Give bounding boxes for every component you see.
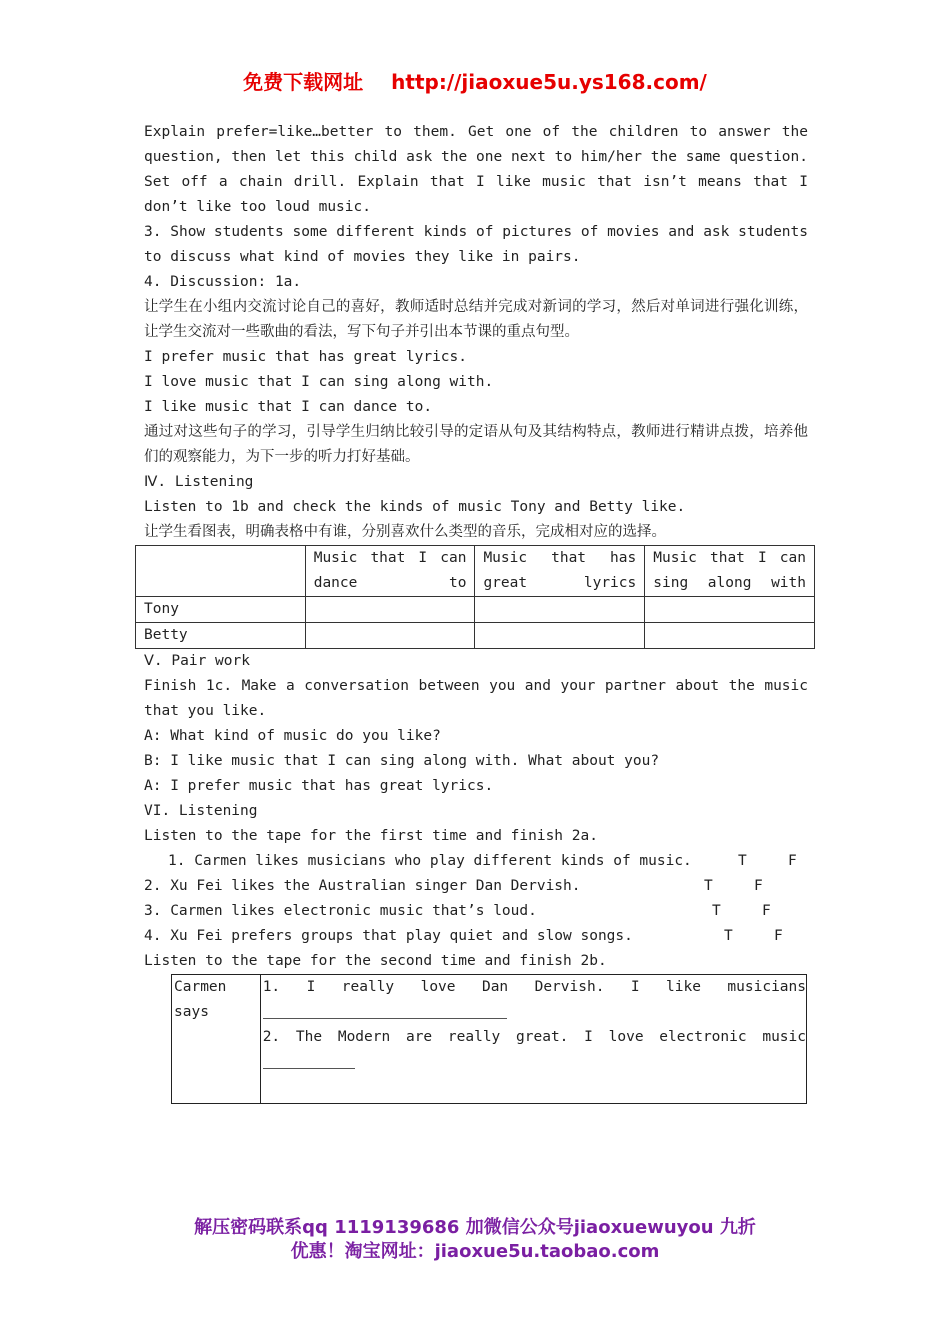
example-sentence-3: I like music that I can dance to.: [144, 399, 433, 415]
false-option[interactable]: F: [788, 853, 797, 869]
false-option[interactable]: F: [754, 878, 763, 894]
paragraph-chinese-1: 让学生在小组内交流讨论自己的喜好，教师适时总结并完成对新词的学习，然后对单词进行强化训练， 让学生交流对一些歌曲的看法，写下句子并引出本节课的重点句型。: [144, 299, 808, 340]
table-header-cell: Music that I can dance to: [305, 546, 475, 597]
tf-question: 3. Carmen likes electronic music that’s loud.: [144, 903, 537, 919]
tf-question: 1. Carmen likes musicians who play different kinds of music.: [168, 853, 692, 869]
answer-line-2[interactable]: [263, 1050, 806, 1075]
table-row: [136, 597, 815, 623]
tf-question: 2. Xu Fei likes the Australian singer Dan Dervish.: [144, 878, 581, 894]
carmen-says-table: [171, 974, 807, 1104]
paragraph-finish-1c: Finish 1c. Make a conversation between you and your partner about the music that you like.: [144, 678, 808, 719]
example-sentence-1: I prefer music that has great lyrics.: [144, 349, 468, 365]
answer-cell[interactable]: [645, 623, 815, 649]
music-preference-table: [135, 545, 815, 649]
true-option[interactable]: T: [738, 853, 747, 869]
table-row-label: Betty: [136, 623, 306, 649]
header-label: 免费下载网址: [243, 70, 364, 94]
answer-cell[interactable]: [305, 623, 475, 649]
tf-item: [144, 849, 808, 874]
paragraph-listen-first: Listen to the tape for the first time and finish 2a.: [144, 828, 598, 844]
statement-2: 2. The Modern are really great. I love electronic music: [262, 1029, 806, 1045]
statement-1: 1. I really love Dan Dervish. I like musicians: [262, 979, 806, 995]
page-header: [0, 66, 950, 95]
true-option[interactable]: T: [712, 903, 721, 919]
footer-line-1: 解压密码联系qq 1119139686 加微信公众号jiaoxuewuyou 九折: [194, 1217, 756, 1238]
table-header-cell: [136, 546, 306, 597]
answer-cell[interactable]: [475, 597, 645, 623]
tf-item: [144, 899, 808, 924]
speaker-cell: Carmen says: [172, 975, 261, 1104]
answer-line-1[interactable]: [263, 1000, 806, 1025]
table-row: [136, 623, 815, 649]
header-url-link[interactable]: http://jiaoxue5u.ys168.com/: [391, 70, 707, 94]
table-row: [172, 975, 807, 1104]
tf-item: [144, 924, 808, 949]
section-heading-listening-2: VI. Listening: [144, 803, 258, 819]
paragraph-explain: Explain prefer=like…better to them. Get one of the children to answer the question, then let this child ask the one next to him/her the same question. Set off a chain drill. Explain that I like music that isn’t means that I don’t like too loud music.: [144, 124, 808, 215]
answer-cell[interactable]: [305, 597, 475, 623]
table-header-cell: Music that I can sing along with: [645, 546, 815, 597]
example-sentence-2: I love music that I can sing along with.: [144, 374, 494, 390]
answer-cell[interactable]: [645, 597, 815, 623]
tf-question: 4. Xu Fei prefers groups that play quiet and slow songs.: [144, 928, 633, 944]
footer-line-2: 优惠！淘宝网址：jiaoxue5u.taobao.com: [290, 1241, 660, 1262]
dialogue-line: A: I prefer music that has great lyrics.: [144, 778, 494, 794]
section-heading-listening: Ⅳ. Listening: [144, 474, 254, 490]
paragraph-listen-second: Listen to the tape for the second time and finish 2b.: [144, 953, 607, 969]
dialogue-line: B: I like music that I can sing along with. What about you?: [144, 753, 660, 769]
paragraph-chinese-3: 让学生看图表，明确表格中有谁，分别喜欢什么类型的音乐，完成相对应的选择。: [144, 524, 666, 540]
false-option[interactable]: F: [762, 903, 771, 919]
statements-cell: [260, 975, 806, 1104]
true-option[interactable]: T: [724, 928, 733, 944]
answer-cell[interactable]: [475, 623, 645, 649]
false-option[interactable]: F: [774, 928, 783, 944]
page-footer: [0, 1216, 950, 1264]
table-header-cell: Music that has great lyrics: [475, 546, 645, 597]
paragraph-chinese-2: 通过对这些句子的学习，引导学生归纳比较引导的定语从句及其结构特点，教师进行精讲点拨，培养他们的观察能力，为下一步的听力打好基础。: [144, 424, 808, 465]
true-option[interactable]: T: [704, 878, 713, 894]
paragraph-listen-1b: Listen to 1b and check the kinds of music Tony and Betty like.: [144, 499, 686, 515]
document-body: [144, 120, 808, 1104]
table-header-row: [136, 546, 815, 597]
table-row-label: Tony: [136, 597, 306, 623]
paragraph-step-4: 4. Discussion: 1a.: [144, 274, 302, 290]
paragraph-step-3: 3. Show students some different kinds of pictures of movies and ask students to discuss what kind of movies they like in pairs.: [144, 224, 808, 265]
dialogue-line: A: What kind of music do you like?: [144, 728, 441, 744]
section-heading-pair-work: Ⅴ. Pair work: [144, 653, 250, 669]
tf-item: [144, 874, 808, 899]
